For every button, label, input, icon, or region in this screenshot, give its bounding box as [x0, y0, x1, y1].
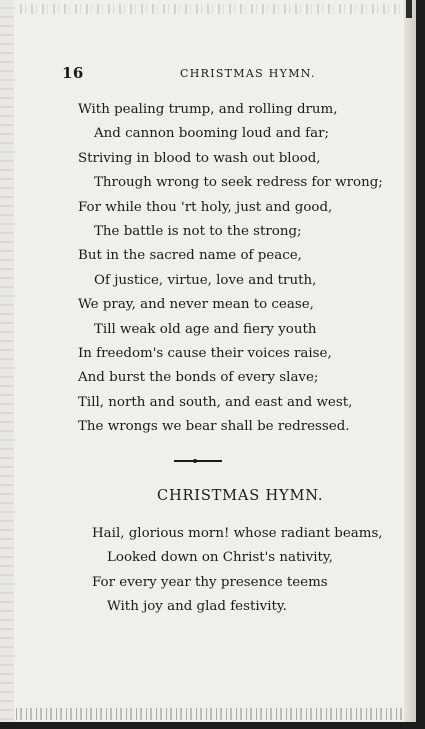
poem-line: And cannon booming loud and far; [94, 126, 330, 142]
poem-line: The wrongs we bear shall be redressed. [78, 419, 350, 435]
poem-line: Till weak old age and fiery youth [94, 321, 317, 337]
scan-corner-mark [406, 0, 412, 18]
running-head: CHRISTMAS HYMN. [180, 67, 316, 80]
poem-line: With pealing trump, and rolling drum, [78, 102, 338, 117]
hymn-line: For every year thy presence teems [92, 574, 328, 590]
scan-top-noise [20, 4, 400, 14]
page-number: 16 [62, 64, 84, 82]
poem-line: Striving in blood to wash out blood, [78, 150, 321, 166]
hymn-stanza [0, 522, 416, 620]
poem-line: The battle is not to the strong; [94, 223, 302, 239]
poem-line: Of justice, virtue, love and truth, [94, 272, 317, 288]
hymn-line: Looked down on Christ's nativity, [107, 550, 333, 566]
hymn-title: CHRISTMAS HYMN. [157, 487, 324, 504]
poem-line: And burst the bonds of every slave; [78, 370, 319, 386]
poem-line: Through wrong to seek redress for wrong; [94, 175, 383, 191]
hymn-line: With joy and glad festivity. [107, 599, 287, 615]
poem-stanza [0, 98, 416, 439]
hymn-line: Hail, glorious morn! whose radiant beams, [92, 526, 383, 541]
section-divider [174, 460, 222, 462]
scan-bottom-noise [16, 708, 406, 720]
poem-line: We pray, and never mean to cease, [78, 297, 314, 313]
poem-line: Till, north and south, and east and west, [78, 394, 353, 410]
poem-line: For while thou 'rt holy, just and good, [78, 199, 333, 215]
poem-line: In freedom's cause their voices raise, [78, 345, 332, 361]
section-divider-ornament [193, 459, 197, 463]
poem-line: But in the sacred name of peace, [78, 248, 302, 264]
